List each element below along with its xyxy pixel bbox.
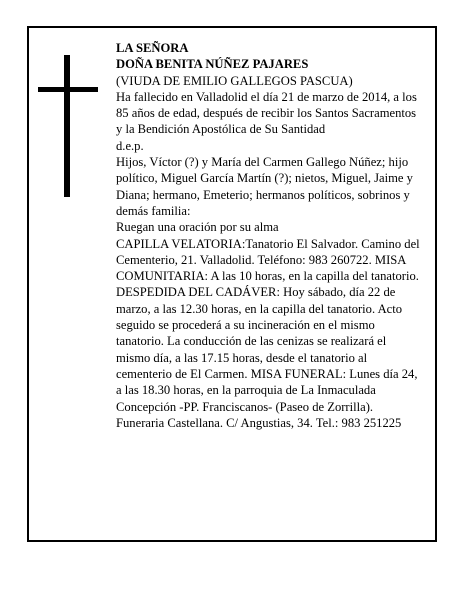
widow-of: (VIUDA DE EMILIO GALLEGOS PASCUA) bbox=[116, 73, 353, 88]
family-list: Hijos, Víctor (?) y María del Carmen Gallego Núñez; hijo político, Miguel García Martín (?); nietos, Miguel, Jaime y Diana; hermano, Emeterio; hermanos políticos, sobrinos y demás familia: bbox=[116, 155, 413, 218]
cross-horizontal-bar bbox=[38, 87, 98, 92]
obituary-text bbox=[116, 40, 422, 431]
death-info: Ha fallecido en Valladolid el día 21 de marzo de 2014, a los 85 años de edad, después de recibir los Santos Sacramentos y la Bendición Apostólica de Su Santidad bbox=[116, 89, 417, 137]
cross-icon bbox=[38, 55, 98, 197]
farewell-info: DESPEDIDA DEL CADÁVER: Hoy sábado, día 22 de marzo, a las 12.30 horas, en la capilla del tanatorio. Acto seguido se procederá a su incineración en el mismo tanatorio. La conducción de las cenizas se realizará el mismo día, a las 17.15 horas, desde el tanatorio al cementerio de El Carmen. MISA FUNERAL: Lunes día 24, a las 18.30 horas, en la parroquia de La Inmaculada Concepción -PP. Franciscanos- (Paseo de Zorrilla). bbox=[116, 285, 418, 414]
dep: d.e.p. bbox=[116, 138, 144, 153]
deceased-name: DOÑA BENITA NÚÑEZ PAJARES bbox=[116, 57, 309, 72]
notice-title: LA SEÑORA bbox=[116, 41, 189, 55]
chapel-info: CAPILLA VELATORIA:Tanatorio El Salvador. Camino del Cementerio, 21. Valladolid. Teléfono: 983 260722. MISA COMUNITARIA: A las 10 horas, en la capilla del tanatorio. bbox=[116, 236, 420, 284]
prayer-request: Ruegan una oración por su alma bbox=[116, 220, 279, 235]
cross-vertical-bar bbox=[64, 55, 70, 197]
funeral-home-info: Funeraria Castellana. C/ Angustias, 34. Tel.: 983 251225 bbox=[116, 415, 402, 430]
